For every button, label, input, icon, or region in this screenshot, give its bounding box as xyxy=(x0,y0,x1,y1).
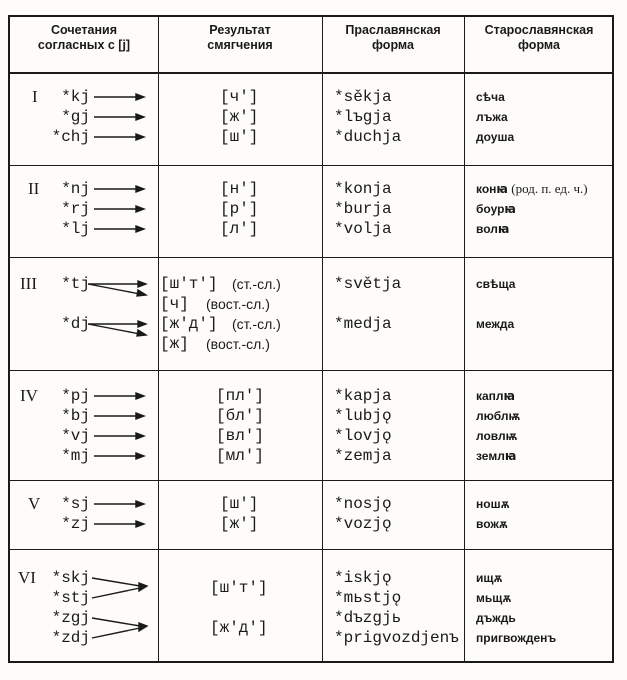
consonant-combination: *skj xyxy=(51,569,90,587)
old-church-slavonic-form: землꙗ xyxy=(476,449,517,463)
softening-result: [пл'] xyxy=(216,387,265,405)
proto-slavic-form: *burja xyxy=(334,200,392,218)
softening-result: [ж] xyxy=(160,335,189,353)
old-church-slavonic-form: каплꙗ xyxy=(476,389,516,403)
softening-result: [ч'] xyxy=(220,88,259,106)
header-old-church-slavonic-form: Старославянская форма xyxy=(484,23,594,52)
softening-result: [н'] xyxy=(220,180,259,198)
header-divider xyxy=(10,72,612,74)
proto-slavic-form: *světja xyxy=(334,275,402,293)
consonant-combination: *zdj xyxy=(51,629,90,647)
row-divider xyxy=(10,480,612,481)
old-church-slavonic-form: межда xyxy=(476,317,515,331)
softening-result: [ж'] xyxy=(220,108,259,126)
softening-result: [ш'] xyxy=(220,128,259,146)
old-church-slavonic-form: волꙗ xyxy=(476,222,510,236)
group-numeral: V xyxy=(28,494,41,513)
softening-result: [ш'] xyxy=(220,495,259,513)
merge-arrow-icon xyxy=(90,568,150,648)
arrow-icon xyxy=(92,386,148,466)
old-church-slavonic-form: ищѫ xyxy=(476,571,503,585)
language-note: (ст.-сл.) xyxy=(232,316,281,332)
old-church-slavonic-form: мьщѫ xyxy=(476,591,512,605)
old-church-slavonic-form: ловлѭ xyxy=(476,429,518,443)
softening-result: [ж'д'] xyxy=(160,315,218,333)
grammatical-note: (род. п. ед. ч.) xyxy=(511,181,588,196)
proto-slavic-form: *lъgja xyxy=(334,108,392,126)
header-consonant-combinations: Сочетания согласных с [j] xyxy=(37,23,131,52)
consonant-combination: *sj xyxy=(61,495,90,513)
consonant-combination: *bj xyxy=(61,407,90,425)
group-numeral: II xyxy=(28,179,40,198)
language-note: (вост.-сл.) xyxy=(206,296,270,312)
group-numeral: I xyxy=(32,87,38,106)
proto-slavic-form: *zemja xyxy=(334,447,392,465)
old-church-slavonic-form: доуша xyxy=(476,130,515,144)
header-proto-slavic-form: Праславянская форма xyxy=(345,23,441,52)
consonant-combination: *stj xyxy=(51,589,90,607)
old-church-slavonic-form: свѣща xyxy=(476,277,516,291)
proto-slavic-form: *duchja xyxy=(334,128,402,146)
consonant-combination: *kj xyxy=(61,88,90,106)
consonant-combination: *vj xyxy=(61,427,90,445)
old-church-slavonic-form: дъждь xyxy=(476,611,516,625)
consonant-softening-table xyxy=(8,15,614,663)
consonant-combination: *nj xyxy=(61,180,90,198)
language-note: (вост.-сл.) xyxy=(206,336,270,352)
proto-slavic-form: *sěkja xyxy=(334,88,392,106)
row-divider xyxy=(10,165,612,166)
old-church-slavonic-form: ношѫ xyxy=(476,497,510,511)
old-church-slavonic-form: боурꙗ xyxy=(476,202,516,216)
row-divider xyxy=(10,549,612,550)
arrow-icon xyxy=(92,494,148,534)
group-numeral: VI xyxy=(18,568,36,587)
fork-arrow-icon xyxy=(86,274,150,354)
proto-slavic-form: *kapja xyxy=(334,387,392,405)
old-church-slavonic-form: вожѫ xyxy=(476,517,508,531)
row-divider xyxy=(10,257,612,258)
proto-slavic-form: *nosjǫ xyxy=(334,495,392,513)
row-divider xyxy=(10,370,612,371)
consonant-combination: *zgj xyxy=(51,609,90,627)
group-numeral: III xyxy=(20,274,37,293)
softening-result: [л'] xyxy=(220,220,259,238)
proto-slavic-form: *prigvozdjenъ xyxy=(334,629,459,647)
consonant-combination: *tj xyxy=(61,275,90,293)
softening-result: [ш'т'] xyxy=(210,579,268,597)
arrow-icon xyxy=(92,87,148,147)
proto-slavic-form: *lubjǫ xyxy=(334,407,392,425)
proto-slavic-form: *lovjǫ xyxy=(334,427,392,445)
proto-slavic-form: *medja xyxy=(334,315,392,333)
consonant-combination: *rj xyxy=(61,200,90,218)
header-softening-result: Результат смягчения xyxy=(207,23,273,52)
softening-result: [мл'] xyxy=(216,447,265,465)
old-church-slavonic-form: конꙗ (род. п. ед. ч.) xyxy=(476,181,588,196)
softening-result: [ч] xyxy=(160,295,189,313)
old-church-slavonic-form: лъжа xyxy=(476,110,508,124)
arrow-icon xyxy=(92,179,148,239)
softening-result: [бл'] xyxy=(216,407,265,425)
consonant-combination: *dj xyxy=(61,315,90,333)
proto-slavic-form: *dъzgjь xyxy=(334,609,402,627)
consonant-combination: *zj xyxy=(61,515,90,533)
old-church-slavonic-form: пригвожденъ xyxy=(476,631,557,645)
proto-slavic-form: *iskjǫ xyxy=(334,569,392,587)
proto-slavic-form: *volja xyxy=(334,220,392,238)
softening-result: [ш'т'] xyxy=(160,275,218,293)
consonant-combination: *lj xyxy=(61,220,90,238)
consonant-combination: *gj xyxy=(61,108,90,126)
column-divider xyxy=(322,17,323,661)
column-divider xyxy=(158,17,159,661)
group-numeral: IV xyxy=(20,386,38,405)
consonant-combination: *pj xyxy=(61,387,90,405)
column-divider xyxy=(464,17,465,661)
softening-result: [вл'] xyxy=(216,427,265,445)
softening-result: [р'] xyxy=(220,200,259,218)
old-church-slavonic-form: люблѭ xyxy=(476,409,521,423)
proto-slavic-form: *mьstjǫ xyxy=(334,589,402,607)
proto-slavic-form: *konja xyxy=(334,180,392,198)
consonant-combination: *mj xyxy=(61,447,90,465)
softening-result: [ж'] xyxy=(220,515,259,533)
language-note: (ст.-сл.) xyxy=(232,276,281,292)
softening-result: [ж'д'] xyxy=(210,619,268,637)
old-church-slavonic-form: сѣча xyxy=(476,90,505,104)
consonant-combination: *chj xyxy=(51,128,90,146)
proto-slavic-form: *vozjǫ xyxy=(334,515,392,533)
